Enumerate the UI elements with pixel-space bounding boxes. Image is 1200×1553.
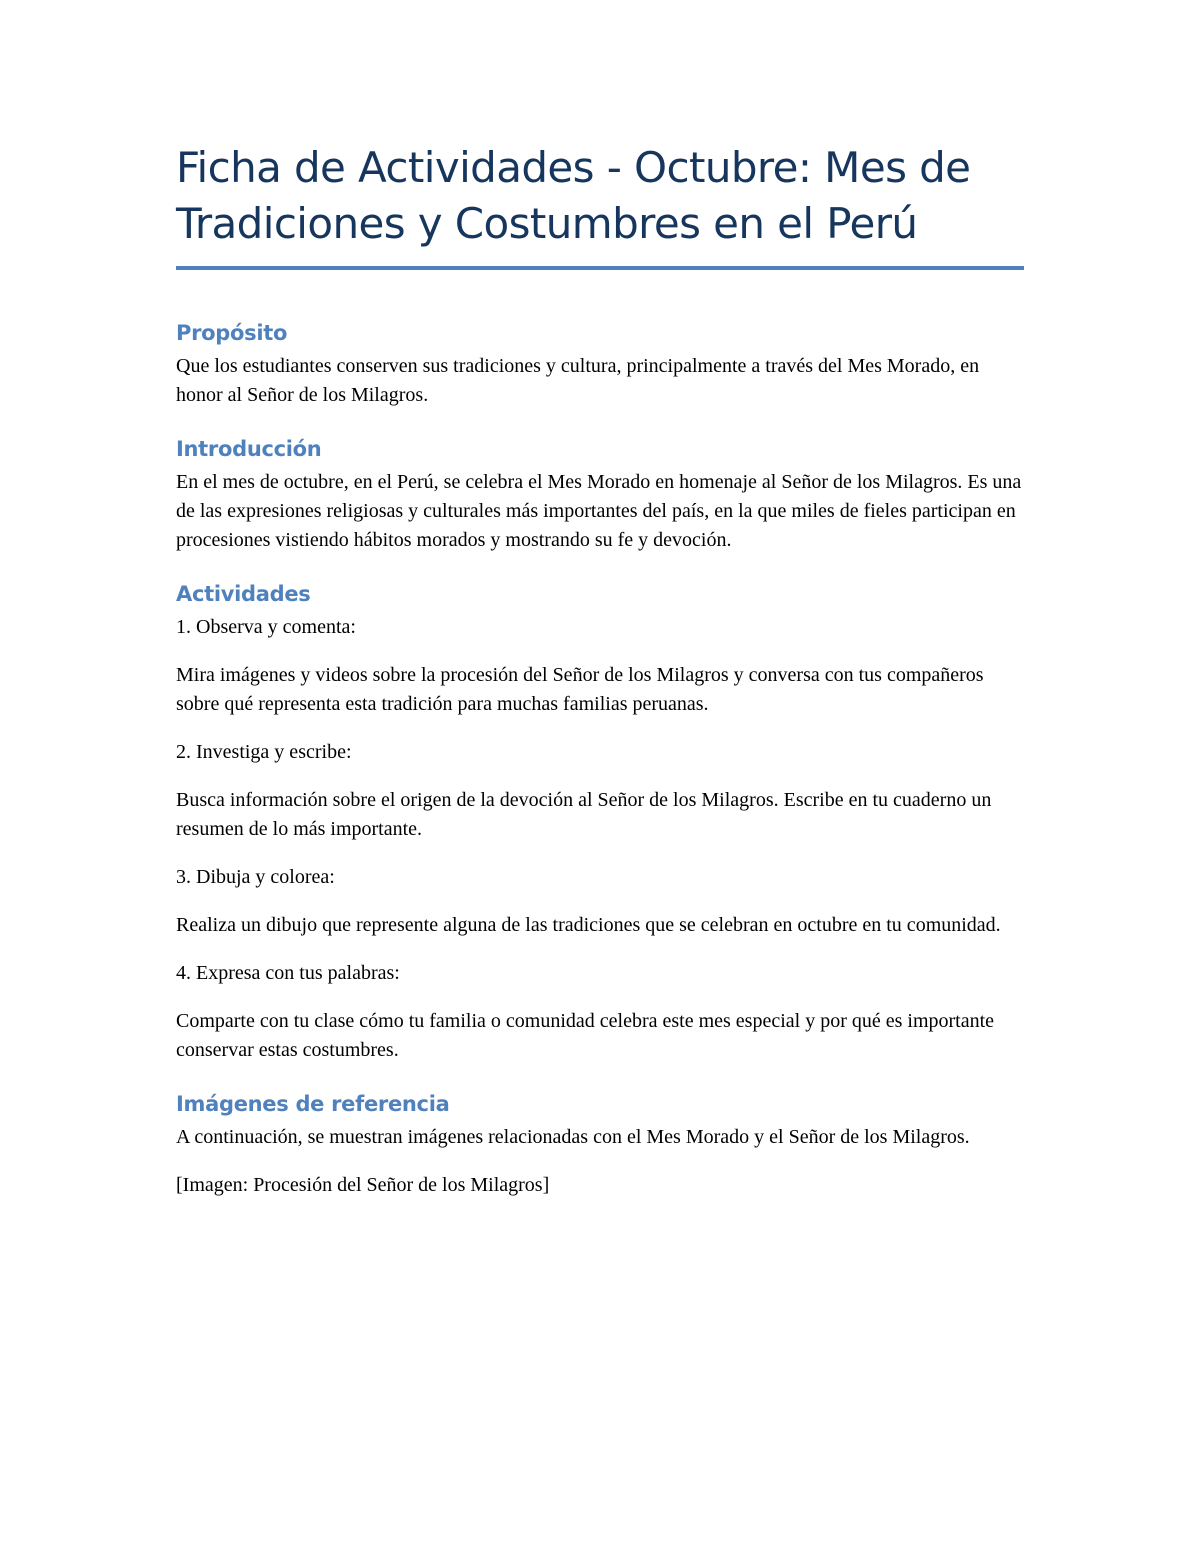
activity-text: Comparte con tu clase cómo tu familia o comunidad celebra este mes especial y por qué es importante conservar estas costumbres. bbox=[176, 1010, 995, 1061]
title-underline bbox=[176, 266, 1024, 270]
heading-introduccion: Introducción bbox=[176, 437, 322, 461]
activity-title: 3. Dibuja y colorea: bbox=[176, 866, 335, 888]
introduccion-text: En el mes de octubre, en el Perú, se celebra el Mes Morado en homenaje al Señor de los Milagros. Es una de las expresiones religiosas y culturales más importantes del país, en la que miles de fieles participan en procesiones vistiendo hábitos morados y mostrando su fe y devoción. bbox=[176, 471, 1022, 551]
heading-actividades: Actividades bbox=[176, 582, 311, 606]
imagenes-text: A continuación, se muestran imágenes relacionadas con el Mes Morado y el Señor de los Milagros. bbox=[176, 1126, 970, 1148]
section-proposito bbox=[176, 318, 1024, 410]
activity-text: Mira imágenes y videos sobre la procesión del Señor de los Milagros y conversa con tus compañeros sobre qué representa esta tradición para muchas familias peruanas. bbox=[176, 664, 984, 715]
activity-title: 1. Observa y comenta: bbox=[176, 616, 356, 638]
proposito-text: Que los estudiantes conserven sus tradiciones y cultura, principalmente a través del Mes Morado, en honor al Señor de los Milagros. bbox=[176, 355, 980, 406]
activity-text: Realiza un dibujo que represente alguna de las tradiciones que se celebran en octubre en tu comunidad. bbox=[176, 914, 1001, 936]
document-title: Ficha de Actividades - Octubre: Mes de Tradiciones y Costumbres en el Perú bbox=[176, 143, 971, 248]
section-imagenes bbox=[176, 1089, 1024, 1200]
activity-title: 2. Investiga y escribe: bbox=[176, 741, 352, 763]
heading-imagenes: Imágenes de referencia bbox=[176, 1092, 450, 1116]
section-actividades bbox=[176, 579, 1024, 1065]
image-placeholder: [Imagen: Procesión del Señor de los Milagros] bbox=[176, 1174, 550, 1196]
document-page bbox=[176, 140, 1024, 1224]
section-introduccion bbox=[176, 434, 1024, 555]
activity-title: 4. Expresa con tus palabras: bbox=[176, 962, 400, 984]
activity-text: Busca información sobre el origen de la devoción al Señor de los Milagros. Escribe en tu cuaderno un resumen de lo más importante. bbox=[176, 789, 992, 840]
heading-proposito: Propósito bbox=[176, 321, 288, 345]
